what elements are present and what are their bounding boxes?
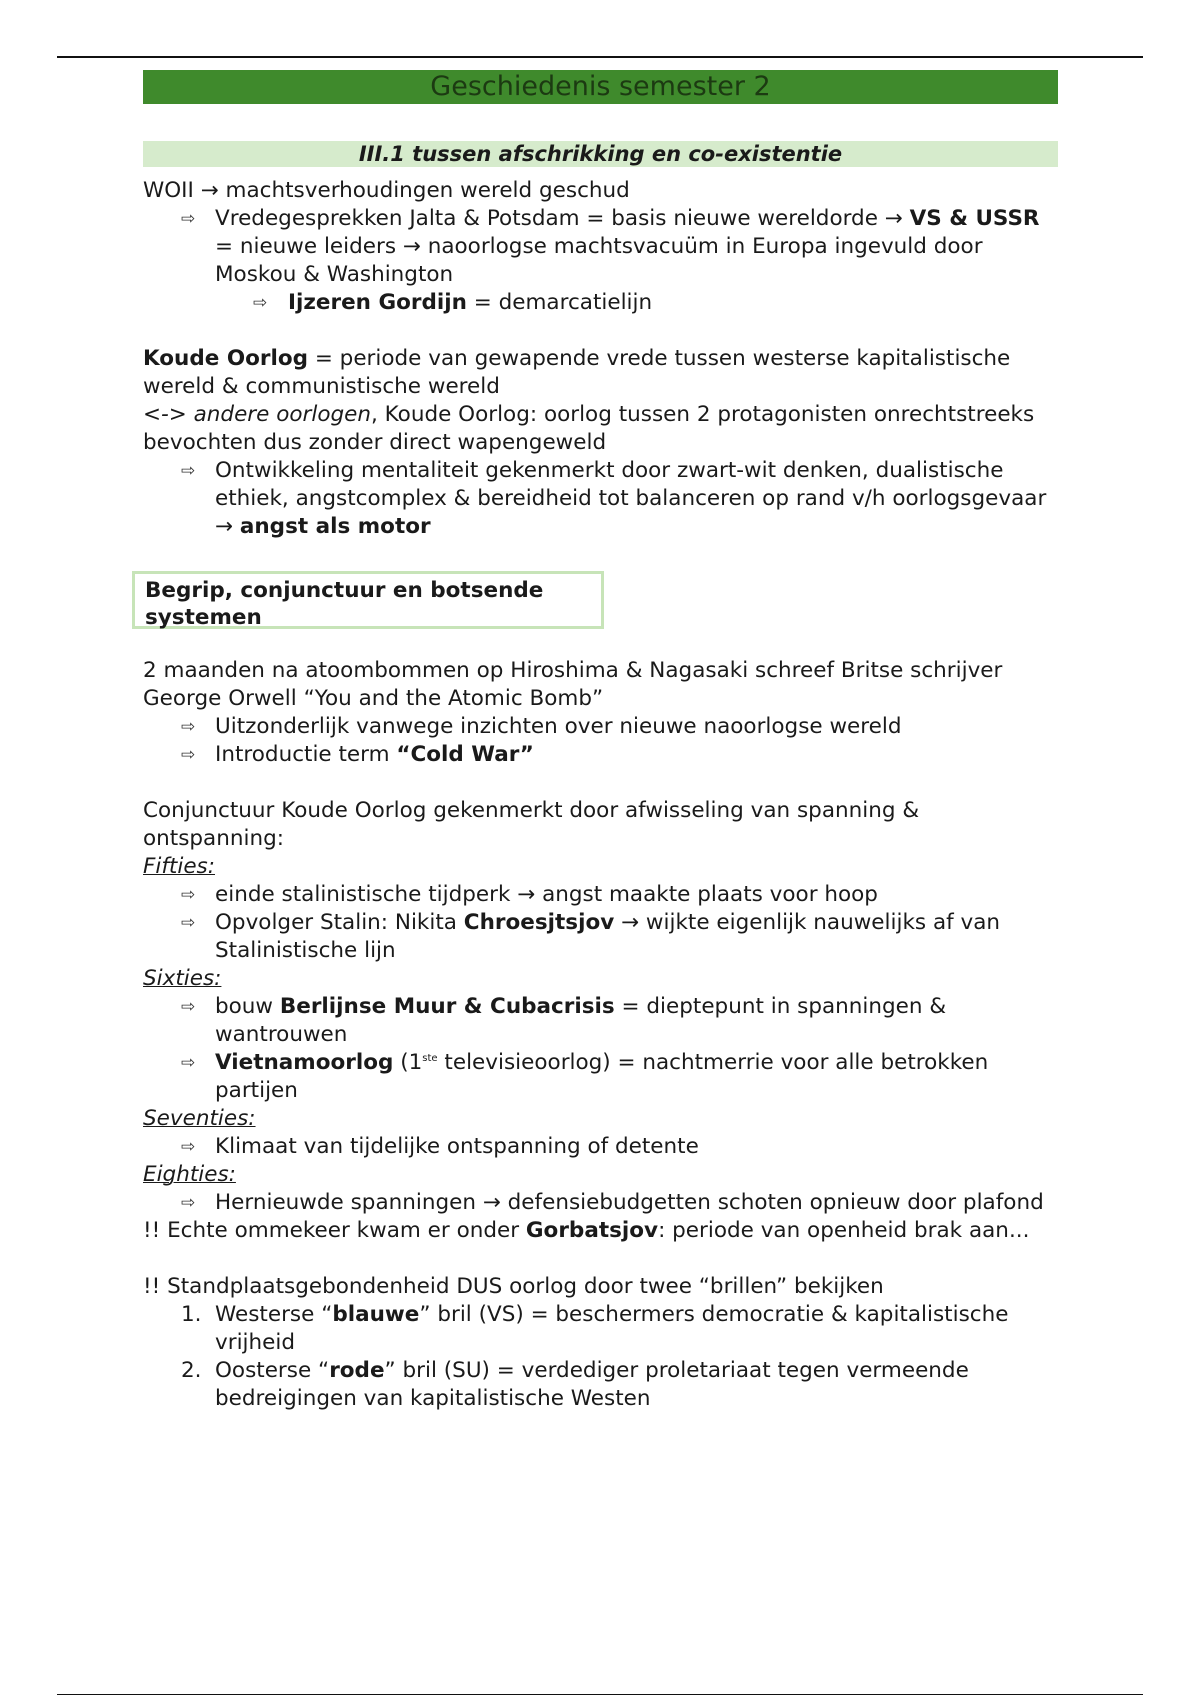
document-body	[143, 70, 1058, 1413]
list-item: ⇨ Klimaat van tijdelijke ontspanning of detente	[181, 1134, 699, 1159]
list-item: ⇨ Introductie term “Cold War”	[181, 742, 534, 767]
list-item: ⇨ einde stalinistische tijdperk → angst maakte plaats voor hoop	[181, 882, 878, 907]
list-item: ⇨ Ontwikkeling mentaliteit gekenmerkt door zwart-wit denken, dualistische ethiek, angstcomplex & bereidheid tot balanceren op rand v/h oorlogsgevaar → angst als motor	[181, 458, 1047, 539]
arrow-bullet-icon: ⇨	[181, 461, 196, 481]
arrow-bullet-icon: ⇨	[181, 885, 196, 905]
period-label-eighties: Eighties:	[143, 1162, 236, 1187]
period-label-seventies: Seventies:	[143, 1106, 256, 1131]
intro-line: WOII → machtsverhoudingen wereld geschud	[143, 178, 630, 203]
list-item: ⇨ Hernieuwde spanningen → defensiebudgetten schoten opnieuw door plafond	[181, 1190, 1044, 1215]
framed-heading: Begrip, conjunctuur en botsende systemen	[132, 571, 604, 629]
list-item: 1. Westerse “blauwe” bril (VS) = beschermers democratie & kapitalistische vrijheid	[181, 1302, 1009, 1355]
list-item: ⇨ Vietnamoorlog (1ste televisieoorlog) = nachtmerrie voor alle betrokken partijen	[181, 1050, 989, 1103]
arrow-bullet-icon: ⇨	[181, 913, 196, 933]
paragraph-contrast: <-> andere oorlogen, Koude Oorlog: oorlog tussen 2 protagonisten onrechtstreeks bevochten dus zonder direct wapengeweld	[143, 402, 1035, 455]
list-item: ⇨ bouw Berlijnse Muur & Cubacrisis = dieptepunt in spanningen & wantrouwen	[181, 994, 947, 1047]
arrow-bullet-icon: ⇨	[181, 717, 196, 737]
bottom-rule	[57, 1694, 1143, 1695]
section-heading: III.1 tussen afschrikking en co-existentie	[143, 141, 1058, 167]
arrow-bullet-icon: ⇨	[181, 745, 196, 765]
list-item: 2. Oosterse “rode” bril (SU) = verdediger proletariaat tegen vermeende bedreigingen van kapitalistische Westen	[181, 1358, 969, 1411]
paragraph-orwell: 2 maanden na atoombommen op Hiroshima & Nagasaki schreef Britse schrijver George Orwell “You and the Atomic Bomb”	[143, 658, 1003, 711]
arrow-bullet-icon: ⇨	[253, 293, 268, 313]
arrow-bullet-icon: ⇨	[181, 1053, 196, 1073]
list-item: ⇨ Uitzonderlijk vanwege inzichten over nieuwe naoorlogse wereld	[181, 714, 902, 739]
document-title: Geschiedenis semester 2	[143, 70, 1058, 104]
period-label-fifties: Fifties:	[143, 854, 215, 879]
arrow-bullet-icon: ⇨	[181, 1193, 196, 1213]
arrow-bullet-icon: ⇨	[181, 997, 196, 1017]
list-item: ⇨ Ijzeren Gordijn = demarcatielijn	[253, 290, 653, 315]
list-item: ⇨ Vredegesprekken Jalta & Potsdam = basis nieuwe wereldorde → VS & USSR = nieuwe leiders → naoorlogse machtsvacuüm in Europa ingevuld door Moskou & Washington	[181, 206, 1040, 287]
paragraph-ommekeer: !! Echte ommekeer kwam er onder Gorbatsjov: periode van openheid brak aan...	[143, 1218, 1030, 1243]
paragraph-koude-oorlog: Koude Oorlog = periode van gewapende vrede tussen westerse kapitalistische wereld & communistische wereld	[143, 346, 1011, 399]
arrow-bullet-icon: ⇨	[181, 1137, 196, 1157]
paragraph-conjunctuur: Conjunctuur Koude Oorlog gekenmerkt door afwisseling van spanning & ontspanning:	[143, 798, 920, 851]
period-label-sixties: Sixties:	[143, 966, 222, 991]
top-rule	[57, 56, 1143, 58]
arrow-bullet-icon: ⇨	[181, 209, 196, 229]
list-item: ⇨ Opvolger Stalin: Nikita Chroesjtsjov → wijkte eigenlijk nauwelijks af van Stalinistische lijn	[181, 910, 1001, 963]
paragraph-brillen: !! Standplaatsgebondenheid DUS oorlog door twee “brillen” bekijken	[143, 1274, 884, 1299]
